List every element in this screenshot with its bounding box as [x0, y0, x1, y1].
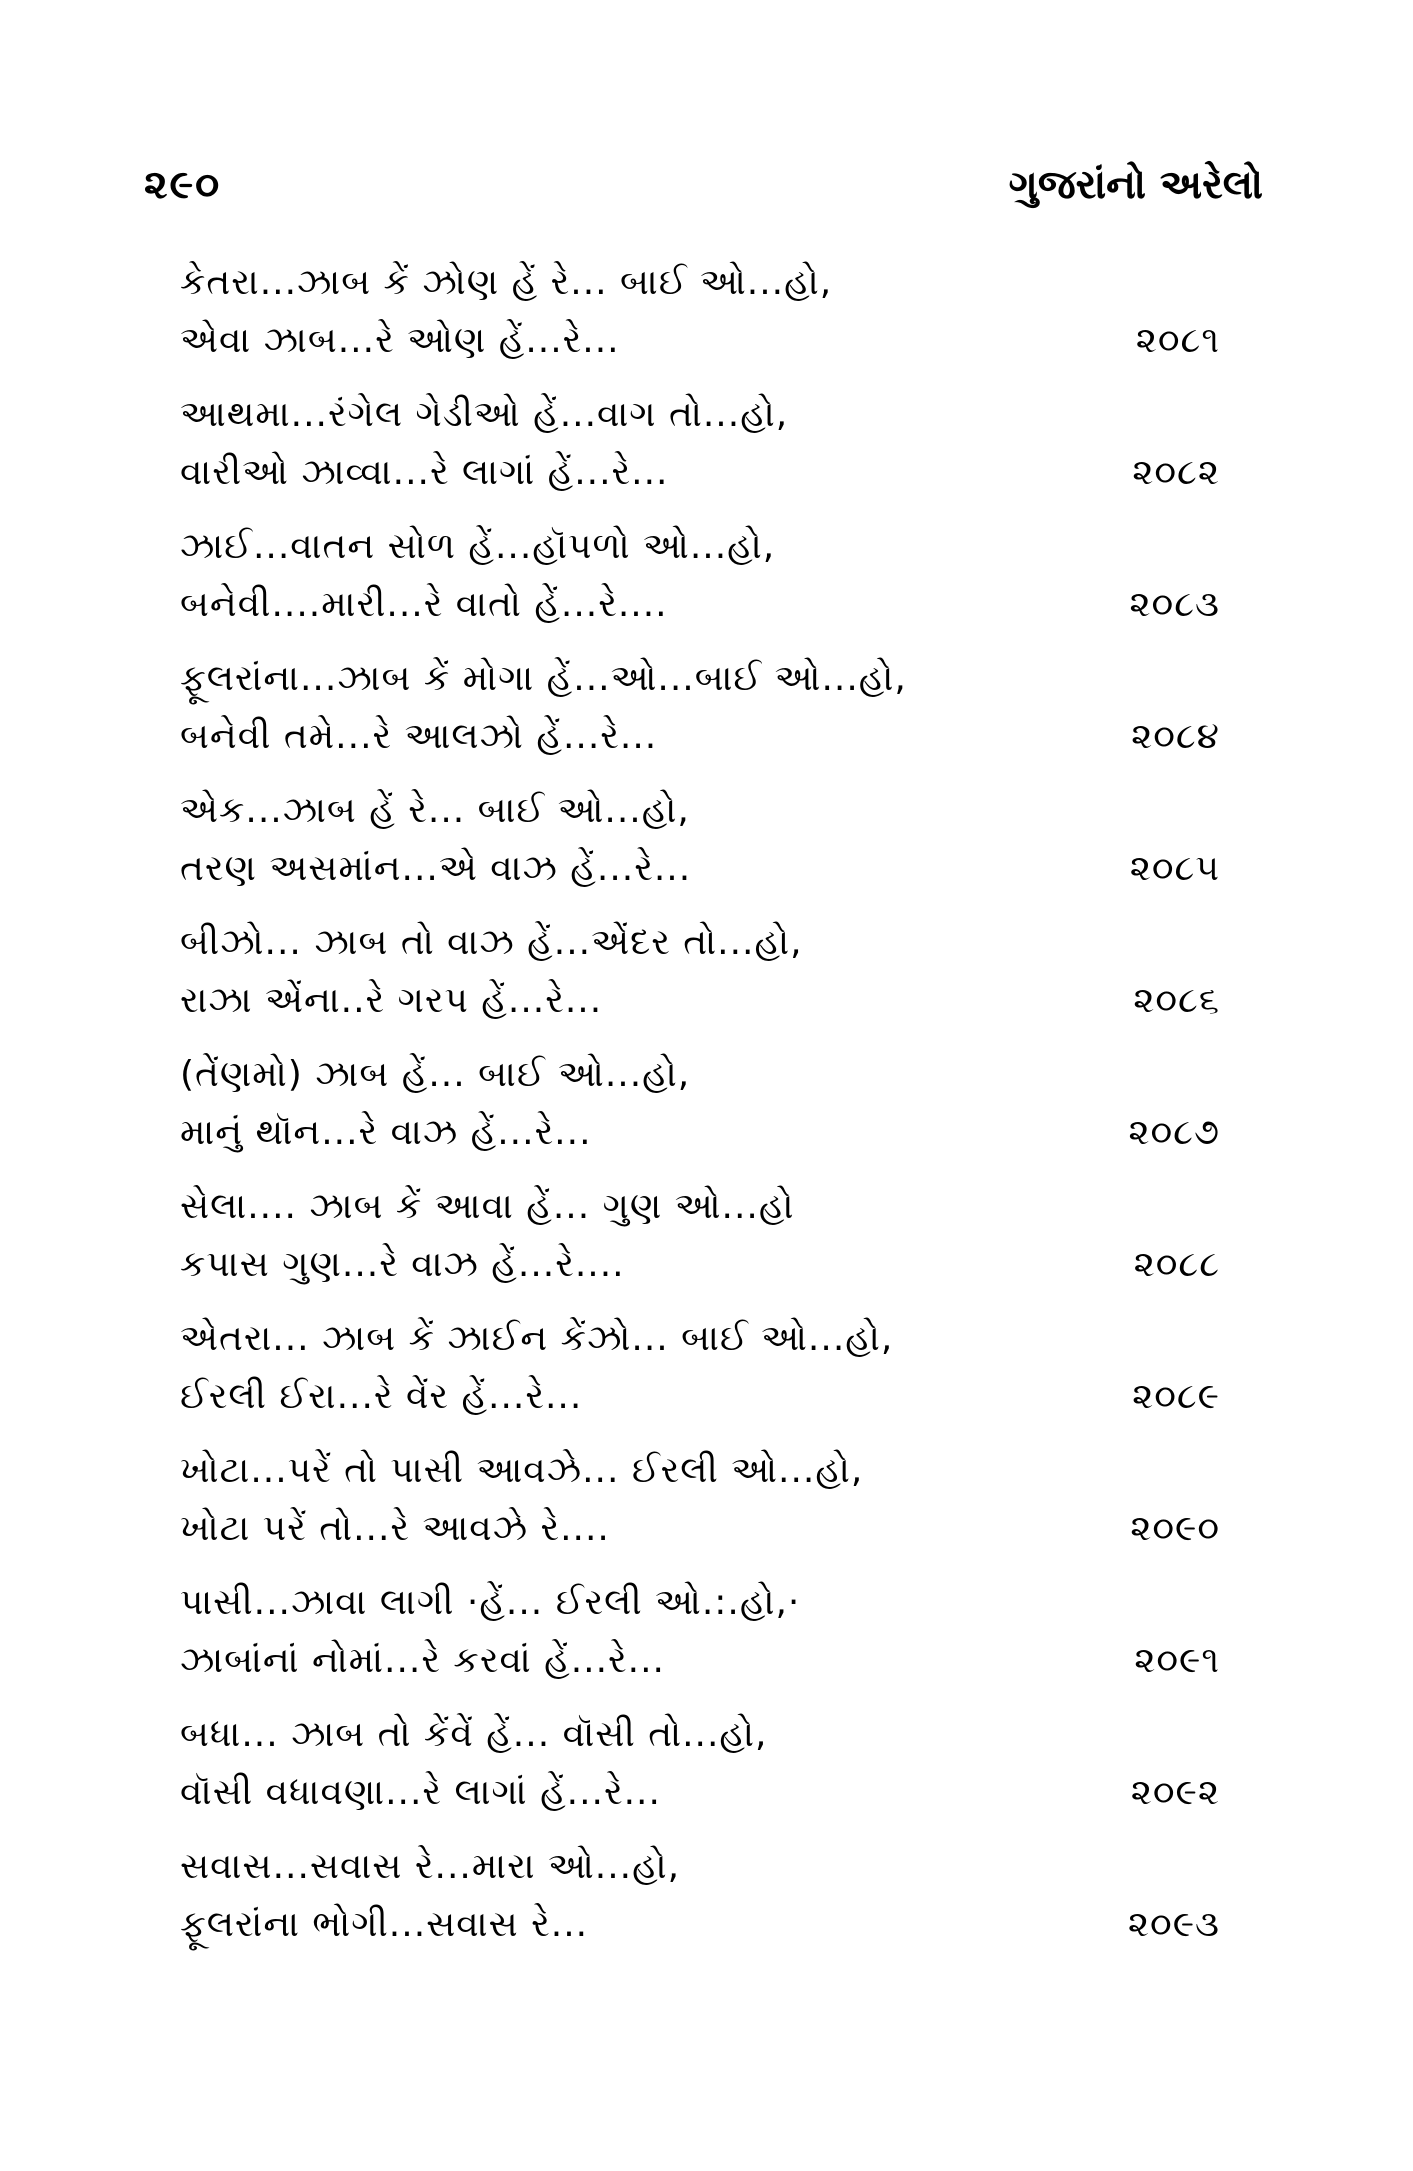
verse-number: ૨૦૮૮ [1133, 1244, 1220, 1285]
verse-stanza [180, 922, 1220, 1054]
verse-stanza [180, 1318, 1220, 1450]
verse-line-1: એક...ઝાબ હેં રે... બાઈ ઓ...હો, [180, 790, 690, 831]
page-header [144, 162, 1263, 222]
verse-line-2: ફૂલરાંના ભોગી...સવાસ રે... [180, 1904, 589, 1945]
verse-line-1: બીઝો... ઝાબ તો વાઝ હેં...એંદર તો...હો, [180, 922, 803, 963]
verse-stanza [180, 394, 1220, 526]
verse-line-2: રાઝા એંના..રે ગરપ હેં...રે... [180, 980, 603, 1021]
verse-line-1: કેતરા...ઝાબ કેં ઝોણ હેં રે... બાઈ ઓ...હો, [180, 262, 833, 303]
verse-line-1: ઝાઈ...વાતન સોળ હેં...હૉપળો ઓ...હો, [180, 526, 776, 567]
verse-number: ૨૦૮૫ [1129, 848, 1220, 889]
verse-line-1: સવાસ...સવાસ રે...મારા ઓ...હો, [180, 1846, 681, 1887]
verse-stanza [180, 1846, 1220, 1978]
verse-line-1: બધા... ઝાબ તો કેંવેં હેં... વૉસી તો...હો, [180, 1714, 768, 1755]
verse-line-2: વૉસી વધાવણા...રે લાગાં હેં...રે... [180, 1772, 661, 1813]
verse-line-2: ખોટા પરેં તો...રે આવઝે રે.... [180, 1508, 610, 1549]
verse-number: ૨૦૯૧ [1134, 1640, 1220, 1681]
running-title: ગુજરાંનો અરેલો [1008, 162, 1263, 208]
verse-list [180, 262, 1220, 1978]
verse-line-2: એવા ઝાબ...રે ઓણ હેં...રે... [180, 320, 620, 361]
verse-line-1: ફૂલરાંના...ઝાબ કેં મોગા હેં...ઓ...બાઈ ઓ...હો, [180, 658, 907, 699]
verse-line-2: વારીઓ ઝાવ્વા...રે લાગાં હેં...રે... [180, 452, 669, 493]
verse-number: ૨૦૮૯ [1132, 1376, 1220, 1417]
verse-stanza [180, 1450, 1220, 1582]
verse-line-1: એતરા... ઝાબ કેં ઝાઈન કેંઝો... બાઈ ઓ...હો, [180, 1318, 894, 1359]
verse-number: ૨૦૮૩ [1129, 584, 1220, 625]
verse-line-2: ઈરલી ઈરા...રે વેંર હેં...રે... [180, 1376, 583, 1417]
verse-number: ૨૦૮૪ [1131, 716, 1220, 757]
verse-number: ૨૦૮૭ [1128, 1112, 1220, 1153]
verse-line-2: ઝાબાંનાં નોમાં...રે કરવાં હેં...રે... [180, 1640, 666, 1681]
verse-stanza [180, 790, 1220, 922]
verse-stanza [180, 1714, 1220, 1846]
verse-stanza [180, 1186, 1220, 1318]
verse-number: ૨૦૮૧ [1135, 320, 1220, 361]
verse-number: ૨૦૯૨ [1130, 1772, 1220, 1813]
verse-number: ૨૦૯૦ [1130, 1508, 1220, 1549]
verse-stanza [180, 658, 1220, 790]
page-number: ૨૯૦ [144, 162, 222, 208]
verse-number: ૨૦૮૬ [1133, 980, 1220, 1021]
verse-line-1: (તેંણમો) ઝાબ હેં... બાઈ ઓ...હો, [180, 1054, 691, 1095]
verse-line-2: બનેવી તમે...રે આલઝો હેં...રે... [180, 716, 658, 757]
verse-number: ૨૦૯૩ [1127, 1904, 1220, 1945]
verse-line-1: ખોટા...પરેં તો પાસી આવઝે... ઈરલી ઓ...હો, [180, 1450, 864, 1491]
verse-line-2: માનું થૉન...રે વાઝ હેં...રે... [180, 1112, 592, 1153]
verse-number: ૨૦૮૨ [1132, 452, 1220, 493]
verse-line-1: આથમા...રંગેલ ગેડીઓ હેં...વાગ તો...હો, [180, 394, 789, 435]
verse-stanza [180, 1582, 1220, 1714]
verse-line-1: સેલા.... ઝાબ કેં આવા હેં... ગુણ ઓ...હો [180, 1186, 795, 1227]
verse-line-2: બનેવી....મારી...રે વાતો હેં...રે.... [180, 584, 668, 625]
verse-line-1: પાસી...ઝાવા લાગી ·હેં... ઈરલી ઓ.:.હો,· [180, 1582, 801, 1623]
verse-stanza [180, 526, 1220, 658]
verse-line-2: કપાસ ગુણ...રે વાઝ હેં...રે.... [180, 1244, 625, 1285]
verse-stanza [180, 1054, 1220, 1186]
verse-line-2: તરણ અસમાંન...એ વાઝ હેં...રે... [180, 848, 692, 889]
verse-stanza [180, 262, 1220, 394]
